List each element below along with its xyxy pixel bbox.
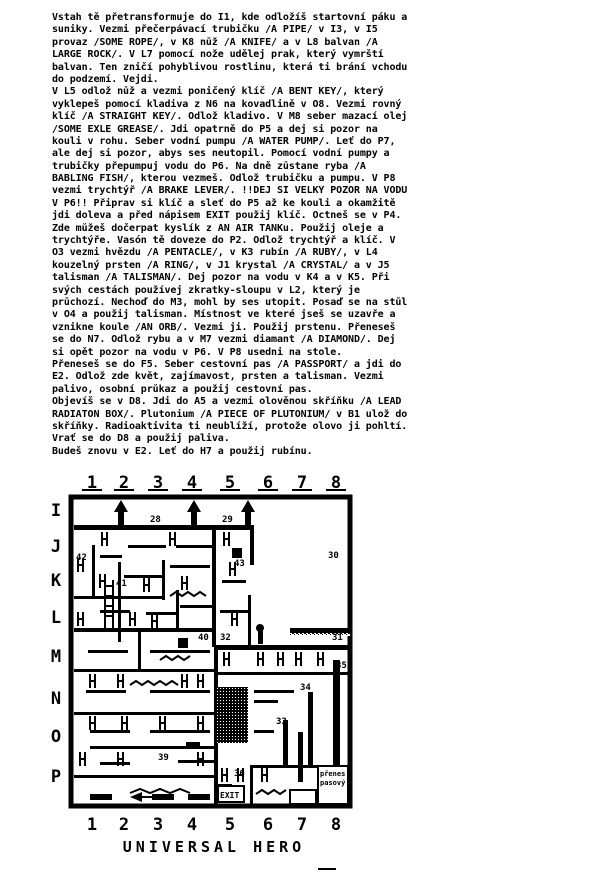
column-label: 7 — [296, 473, 308, 493]
column-label: 1 — [86, 815, 98, 835]
column-label: 8 — [330, 815, 342, 835]
text-line: vezmi trychtýř /A BRAKE LEVER/. !!DEJ SI VELKÝ POZOR NA VODU — [52, 185, 408, 197]
text-line: balvan. Ten zničí pohyblivou rostlinu, která ti brání vchodu — [52, 61, 408, 73]
text-line: Vstah tě přetransformuje do I1, kde odložíš startovní páku a — [52, 12, 408, 23]
text-line: provaz /SOME ROPE/, v K8 nůž /A KNIFE/ a v L8 balvan /A — [52, 36, 378, 48]
text-line: klíč /A STRAIGHT KEY/. Odlož kladivo. V M8 seber mazací olej — [52, 111, 408, 123]
room-number: 35 — [336, 661, 347, 671]
text-line: do podzemí. Vejdi. — [52, 73, 159, 85]
row-label: K — [50, 571, 62, 591]
column-labels-bottom — [87, 815, 341, 835]
map-title: UNIVERSAL HERO — [122, 838, 306, 856]
text-line: kouli v rohu. Seber vodní pumpu /A WATER PUMP/. Leť do P7, — [52, 135, 396, 147]
text-line: kouzelný prsten /A RING/, v J1 krystal /A CRYSTAL/ a v J5 — [52, 259, 390, 271]
text-line: jdi doleva a před nápisem EXIT použij klíč. Octneš se v P4. — [52, 210, 402, 222]
text-line: /SOME EXLE GREASE/. Jdi opatrně do P5 a dej si pozor na — [52, 123, 378, 135]
column-label: 1 — [86, 473, 98, 493]
row-label: J — [50, 537, 62, 557]
tree-icons — [114, 500, 264, 644]
room-number: 32 — [220, 633, 231, 643]
room-number: 39 — [158, 753, 169, 763]
column-label: 7 — [296, 815, 308, 835]
text-line: průchozí. Nechoď do M3, mohl by ses utopit. Posaď se na stůl — [52, 296, 408, 308]
text-line: se do N7. Odlož rybu a v M7 vezmi diamant /A DIAMOND/. Dej — [52, 334, 396, 346]
room-number: 41 — [116, 579, 127, 589]
grainy-block — [216, 687, 248, 743]
text-line: RADIATON BOX/. Plutonium /A PIECE OF PLUTONIUM/ v B1 ulož do — [52, 408, 408, 420]
room-number: 40 — [198, 633, 209, 643]
pasovy-label: pasový — [320, 779, 346, 787]
exit-label: EXIT — [220, 791, 240, 800]
text-line: ale dej si pozor, abys ses neutopil. Pomocí vodní pumpy a — [52, 148, 390, 160]
text-line: Budeš znovu v E2. Leť do H7 a použij rubínu. — [52, 445, 313, 457]
text-line: Vrať se do D8 a použij paliva. — [52, 433, 230, 445]
text-line: BABLING FISH/, kterou vezmeš. Odlož trubičku a pumpu. V P8 — [52, 173, 396, 185]
text-line: vyklepeš pomocí kladiva z N6 na kovadlině v O8. Vezmi rovný — [52, 98, 402, 110]
text-line: svých cestách používej zkratky-sloupu v L2, který je — [52, 284, 360, 296]
row-label: L — [50, 608, 62, 628]
column-label: 6 — [262, 473, 274, 493]
text-line: trubičky přepumpuj vodu do P6. Na dně zůstane ryba /A — [52, 160, 366, 172]
room-number: 34 — [300, 683, 311, 693]
text-line: Přeneseš se do F5. Seber cestovní pas /A PASSPORT/ a jdi do — [52, 358, 402, 370]
text-line: O3 vezmi hvězdu /A PENTACLE/, v K3 rubín /A RUBY/, v L4 — [52, 247, 378, 259]
text-line: si opět pozor na vodu v P6. V P8 usedni na stole. — [52, 346, 343, 358]
text-line: talisman /A TALISMAN/. Dej pozor na vodu v K4 a v K5. Při — [52, 272, 390, 284]
text-line: vznikne koule /AN ORB/. Vezmi ji. Použij prstenu. Přeneseš — [52, 321, 396, 333]
row-label: N — [50, 689, 62, 709]
text-line: trychtýře. Vasón tě doveze do P2. Odlož trychtýř a klíč. V — [52, 235, 396, 247]
text-line: suniky. Vezmi přečerpávací trubičku /A PIPE/ v I3, v I5 — [52, 24, 378, 36]
room-number: 28 — [150, 515, 161, 525]
text-line: v O4 a použij talisman. Místnost ve které jseš se uzavře a — [52, 309, 396, 321]
room-number: 31 — [332, 633, 343, 643]
room-number: 42 — [76, 553, 87, 563]
row-label: M — [50, 647, 62, 667]
room-37-box — [290, 790, 316, 804]
column-label: 4 — [186, 815, 198, 835]
column-label: 8 — [330, 473, 342, 493]
room-number: 33 — [276, 717, 287, 727]
text-line: E2. Odlož zde květ, zajímavost, prsten a talisman. Vezmi — [52, 371, 384, 383]
row-label: P — [50, 767, 62, 787]
room-number: 43 — [234, 559, 245, 569]
text-line: palivo, osobní průkaz a použij cestovní pas. — [52, 383, 313, 395]
column-label: 4 — [186, 473, 198, 493]
text-line: V P6!! Připrav si klíč a sleť do P5 až ke kouli a okamžitě — [52, 197, 396, 209]
column-label: 5 — [224, 473, 236, 493]
row-label: I — [50, 501, 62, 521]
text-line: skříňky. Radioaktivita ti neublíží, protože olovo ji pohltí. — [52, 420, 408, 432]
column-label: 3 — [152, 473, 164, 493]
row-label: O — [50, 727, 62, 747]
row-labels — [51, 501, 62, 787]
column-label: 3 — [152, 815, 164, 835]
text-line: Zde můžeš dočerpat kyslík z AN AIR TANKu. Použij oleje a — [52, 222, 384, 234]
text-line: V L5 odlož nůž a vezmi poničený klíč /A BENT KEY/, který — [52, 86, 384, 98]
prenes-label: přenes — [320, 770, 346, 778]
text-line: LARGE ROCK/. V L7 pomocí nože udělej prak, který vymrští — [52, 49, 384, 61]
column-label: 5 — [224, 815, 236, 835]
text-line: Objevíš se v D8. Jdi do A5 a vezmi olověnou skříňku /A LEAD — [52, 396, 402, 408]
column-label: 2 — [118, 815, 130, 835]
column-label: 6 — [262, 815, 274, 835]
room-number: 36 — [234, 769, 245, 779]
column-label: 2 — [118, 473, 130, 493]
room-number: 30 — [328, 551, 339, 561]
room-number: 29 — [222, 515, 233, 525]
